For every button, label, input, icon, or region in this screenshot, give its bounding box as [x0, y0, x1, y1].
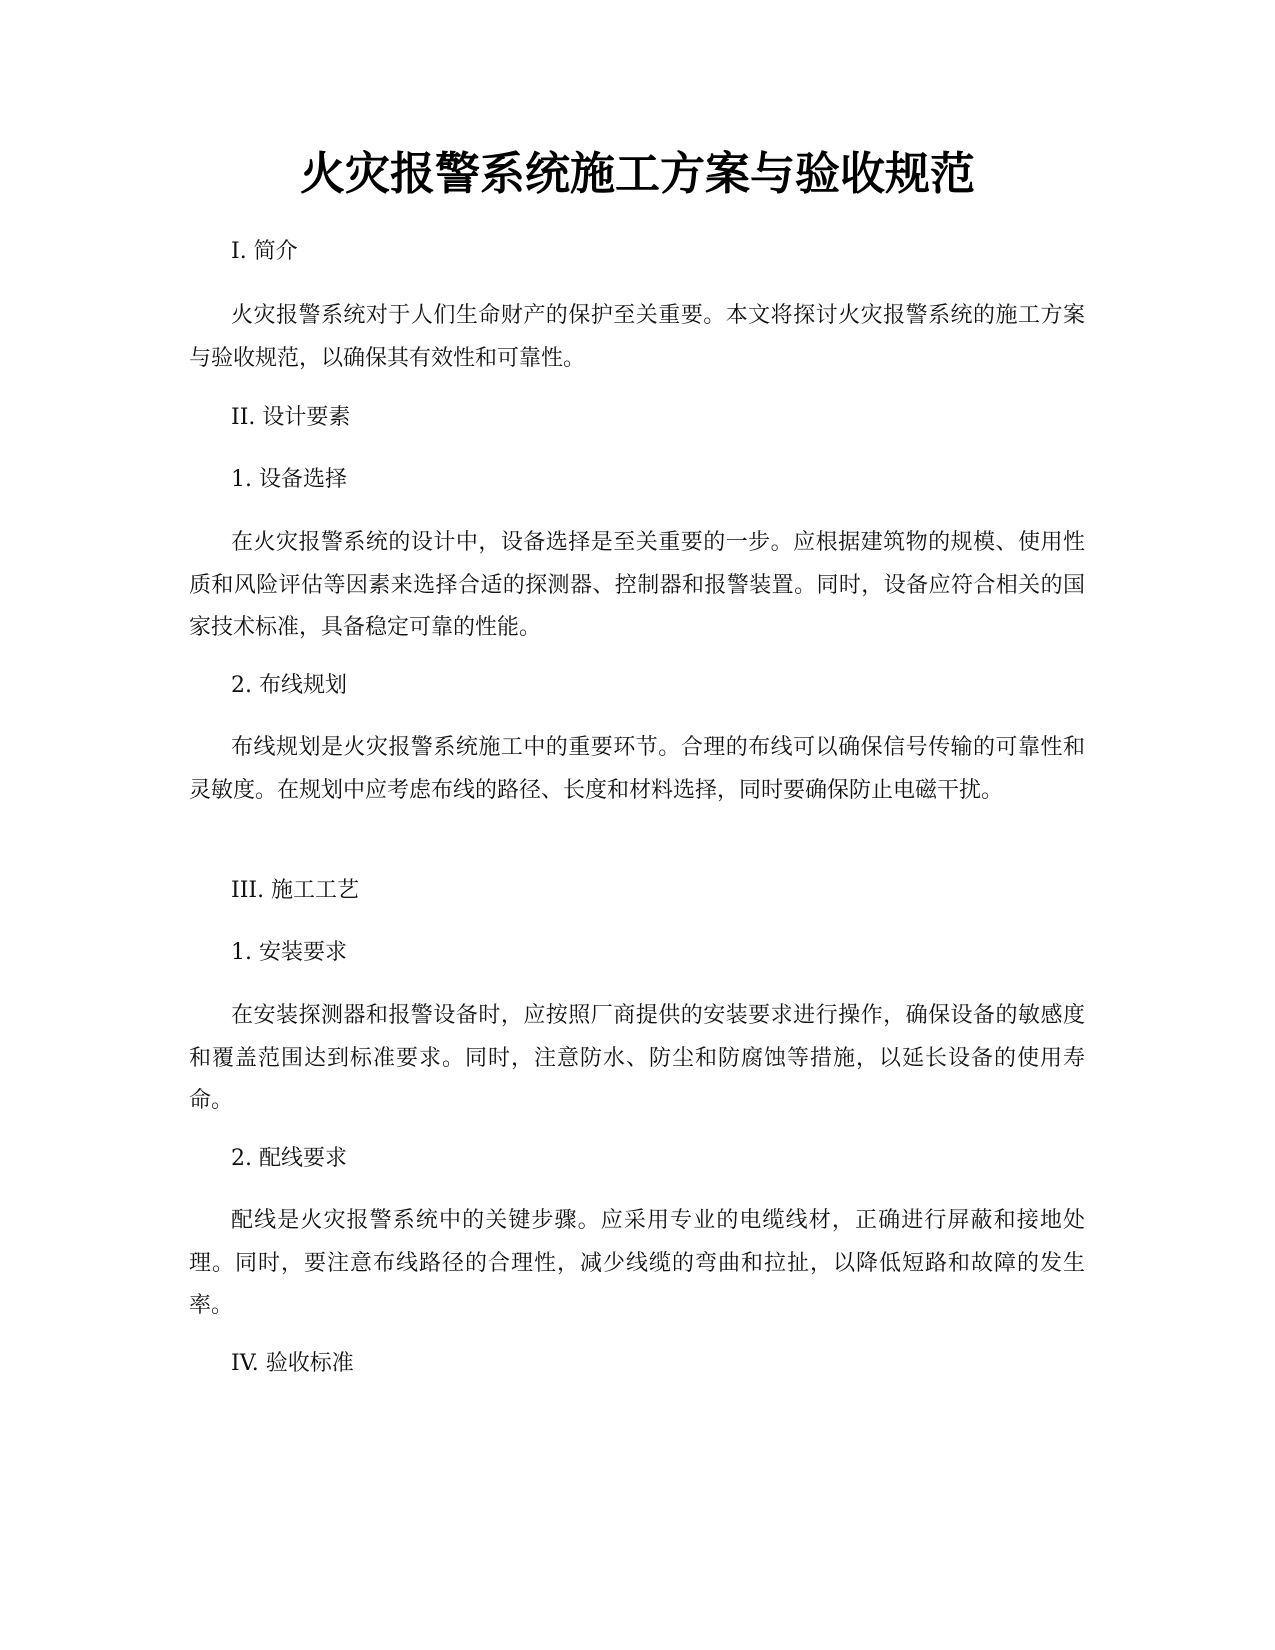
- subsection-heading-cabling: 2. 配线要求: [231, 1146, 347, 1171]
- paragraph-cabling: 配线是火灾报警系统中的关键步骤。应采用专业的电缆线材，正确进行屏蔽和接地处理。同时，要注意布线路径的合理性，减少线缆的弯曲和拉扯，以降低短路和故障的发生率。: [189, 1208, 1085, 1318]
- paragraph-intro: 火灾报警系统对于人们生命财产的保护至关重要。本文将探讨火灾报警系统的施工方案与验收规范，以确保其有效性和可靠性。: [189, 303, 1085, 371]
- section-heading-acceptance: IV. 验收标准: [231, 1351, 354, 1376]
- subsection-heading-install: 1. 安装要求: [231, 940, 347, 965]
- paragraph-wiring-plan: 布线规划是火灾报警系统施工中的重要环节。合理的布线可以确保信号传输的可靠性和灵敏度。在规划中应考虑布线的路径、长度和材料选择，同时要确保防止电磁干扰。: [189, 735, 1085, 803]
- subsection-heading-wiring-plan: 2. 布线规划: [231, 673, 347, 698]
- document-title: 火灾报警系统施工方案与验收规范: [299, 147, 975, 200]
- paragraph-equipment: 在火灾报警系统的设计中，设备选择是至关重要的一步。应根据建筑物的规模、使用性质和风险评估等因素来选择合适的探测器、控制器和报警装置。同时，设备应符合相关的国家技术标准，具备稳定可靠的性能。: [189, 530, 1085, 640]
- paragraph-install: 在安装探测器和报警设备时，应按照厂商提供的安装要求进行操作，确保设备的敏感度和覆盖范围达到标准要求。同时，注意防水、防尘和防腐蚀等措施，以延长设备的使用寿命。: [189, 1003, 1085, 1113]
- section-heading-craft: III. 施工工艺: [231, 878, 360, 903]
- subsection-heading-equipment: 1. 设备选择: [231, 467, 347, 492]
- section-heading-design: II. 设计要素: [231, 405, 351, 430]
- section-heading-intro: I. 简介: [231, 239, 298, 264]
